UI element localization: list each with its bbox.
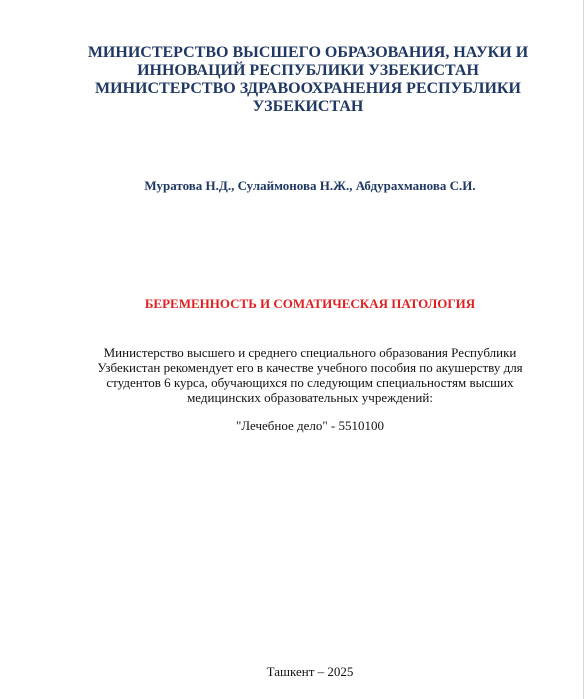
ministry-line-1: МИНИСТЕРСТВО ВЫСШЕГО ОБРАЗОВАНИЯ, НАУКИ И xyxy=(87,44,529,61)
authors: Муратова Н.Д., Сулаймонова Н.Ж., Абдурахманова С.И. xyxy=(144,178,476,193)
ministry-line-4: УЗБЕКИСТАН xyxy=(252,98,364,115)
recommendation-line-3: студентов 6 курса, обучающихся по следующим специальностям высших xyxy=(106,375,514,390)
ministry-header xyxy=(0,44,584,116)
ministry-line-2: ИННОВАЦИЙ РЕСПУБЛИКИ УЗБЕКИСТАН xyxy=(137,62,479,79)
book-title: БЕРЕМЕННОСТЬ И СОМАТИЧЕСКАЯ ПАТОЛОГИЯ xyxy=(144,296,476,311)
city-year: Ташкент – 2025 xyxy=(266,664,354,679)
recommendation-text xyxy=(0,345,584,405)
recommendation-line-1: Министерство высшего и среднего специального образования Республики xyxy=(103,345,517,360)
recommendation-line-2: Узбекистан рекомендует его в качестве учебного пособия по акушерству для xyxy=(97,360,523,375)
specialty: "Лечебное дело" - 5510100 xyxy=(235,418,385,433)
recommendation-line-4: медицинских образовательных учреждений: xyxy=(187,390,433,405)
ministry-line-3: МИНИСТЕРСТВО ЗДРАВООХРАНЕНИЯ РЕСПУБЛИКИ xyxy=(95,80,521,97)
